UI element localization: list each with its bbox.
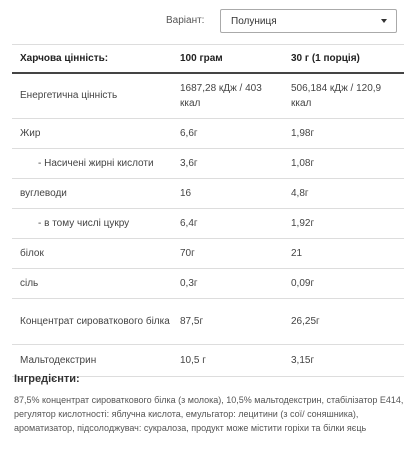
table-row: [12, 239, 404, 269]
ingredients-text: 87,5% концентрат сироваткового білка (з молока), 10,5% мальтодекстрин, стабілізатор Е414, регулятор кислотності: яблучна кислота, емульгатор: лецитини (з сої/ соняшника), ароматизатор, підсолоджувач: сукралоза, продукт може містити горіхи та білки яєць: [14, 395, 404, 433]
header-nutrition-value: Харчова цінність:: [12, 45, 172, 73]
table-row: [12, 149, 404, 179]
row-per-serving: 4,8г: [283, 179, 404, 209]
nutrition-header-row: [12, 45, 404, 73]
table-row: [12, 119, 404, 149]
row-name: Мальтодекстрин: [12, 345, 172, 377]
row-name: Енергетична цінність: [12, 73, 172, 119]
nutrition-table: [12, 44, 404, 377]
row-per-serving: 1,92г: [283, 209, 404, 239]
row-per-100g: 10,5 г: [172, 345, 283, 377]
row-name: білок: [12, 239, 172, 269]
variant-row: [0, 8, 416, 34]
row-name: - в тому числі цукру: [12, 209, 172, 239]
variant-select[interactable]: [220, 9, 397, 33]
row-per-100g: 3,6г: [172, 149, 283, 179]
table-row: [12, 209, 404, 239]
row-per-100g: 70г: [172, 239, 283, 269]
table-row: [12, 269, 404, 299]
variant-selected-value: Полуниця: [231, 16, 277, 27]
table-row: [12, 73, 404, 119]
row-per-serving: 21: [283, 239, 404, 269]
row-name: Концентрат сироваткового білка: [12, 299, 172, 345]
row-per-100g: 1687,28 кДж / 403 ккал: [172, 73, 283, 119]
row-per-serving: 506,184 кДж / 120,9 ккал: [283, 73, 404, 119]
row-name: Жир: [12, 119, 172, 149]
ingredients-title: Інгредієнти:: [14, 373, 80, 385]
table-row: [12, 345, 404, 377]
row-name: - Насичені жирні кислоти: [12, 149, 172, 179]
row-per-serving: 3,15г: [283, 345, 404, 377]
row-per-serving: 0,09г: [283, 269, 404, 299]
chevron-down-icon: [381, 19, 387, 23]
row-per-100g: 6,6г: [172, 119, 283, 149]
header-per-serving: 30 г (1 порція): [283, 45, 404, 73]
table-row: [12, 299, 404, 345]
variant-label: Варіант:: [166, 15, 205, 26]
table-row: [12, 179, 404, 209]
row-per-serving: 26,25г: [283, 299, 404, 345]
row-per-serving: 1,08г: [283, 149, 404, 179]
row-per-100g: 87,5г: [172, 299, 283, 345]
row-per-100g: 0,3г: [172, 269, 283, 299]
header-per-100g: 100 грам: [172, 45, 283, 73]
row-name: сіль: [12, 269, 172, 299]
row-per-serving: 1,98г: [283, 119, 404, 149]
row-name: вуглеводи: [12, 179, 172, 209]
row-per-100g: 16: [172, 179, 283, 209]
row-per-100g: 6,4г: [172, 209, 283, 239]
